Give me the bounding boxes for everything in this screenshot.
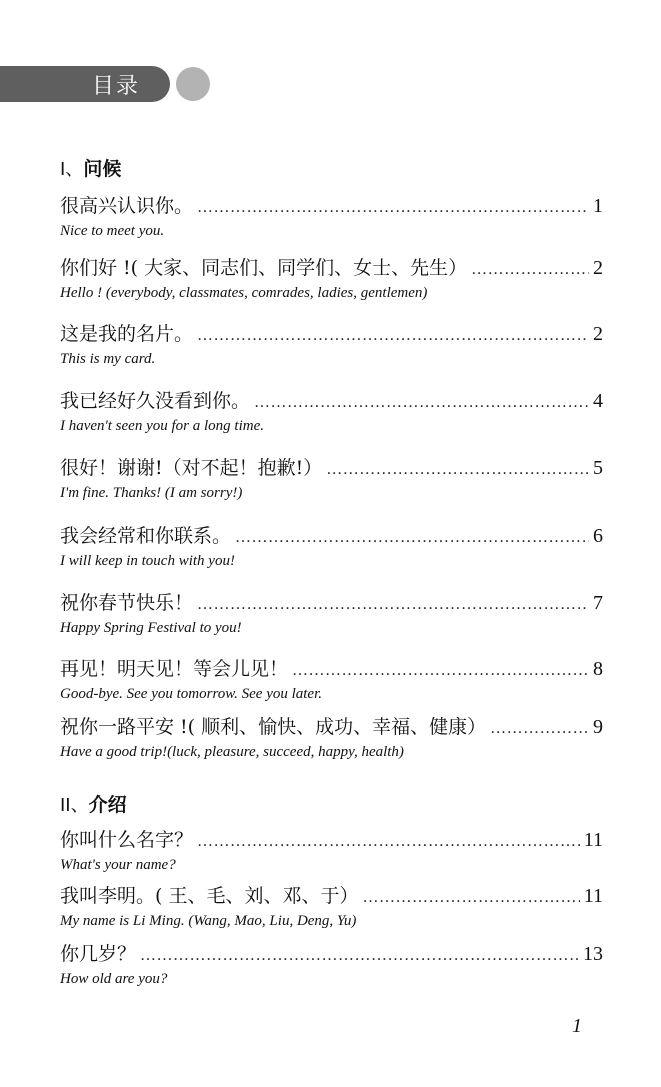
entry-chinese: 我会经常和你联系。 <box>60 525 232 547</box>
toc-entry[interactable] <box>60 828 603 874</box>
entry-chinese: 我叫李明。( 王、毛、刘、邓、于） <box>60 885 359 907</box>
header-dot-decoration <box>176 67 210 101</box>
toc-title: 目录 <box>91 73 140 99</box>
dot-leader <box>197 324 589 348</box>
entry-english: My name is Li Ming. (Wang, Mao, Liu, Deng, Yu) <box>60 913 357 929</box>
section-title: 问候 <box>83 158 122 180</box>
entry-english: Hello ! (everybody, classmates, comrades, ladies, gentlemen) <box>60 285 428 301</box>
toc-entry[interactable] <box>60 256 603 302</box>
entry-chinese: 祝你一路平安 !( 顺利、愉快、成功、幸福、健康） <box>60 716 487 738</box>
toc-entry[interactable] <box>60 884 603 930</box>
entry-english: I'm fine. Thanks! (I am sorry!) <box>60 485 243 501</box>
entry-english: I will keep in touch with you! <box>60 553 235 569</box>
entry-page-number: 6 <box>593 525 603 547</box>
entry-english: Nice to meet you. <box>60 223 165 239</box>
entry-chinese: 你叫什么名字？ <box>60 829 194 851</box>
entry-english: Happy Spring Festival to you! <box>60 620 242 636</box>
dot-leader <box>197 830 580 854</box>
entry-chinese: 这是我的名片。 <box>60 323 194 345</box>
dot-leader <box>197 593 589 617</box>
dot-leader <box>140 944 579 968</box>
page-number: 1 <box>572 1015 582 1037</box>
dot-leader <box>254 391 589 415</box>
dot-leader <box>362 886 579 910</box>
entry-page-number: 13 <box>583 943 603 965</box>
entry-chinese: 你们好 !( 大家、同志们、同学们、女士、先生） <box>60 257 468 279</box>
toc-entry[interactable] <box>60 389 603 435</box>
section-heading-introductions <box>60 790 127 817</box>
dot-leader <box>471 258 589 282</box>
toc-entry[interactable] <box>60 942 603 988</box>
entry-page-number: 1 <box>593 195 603 217</box>
dot-leader <box>292 659 589 683</box>
section-number: II、 <box>60 795 89 816</box>
toc-entry[interactable] <box>60 524 603 570</box>
entry-chinese: 很高兴认识你。 <box>60 195 194 217</box>
toc-entry[interactable] <box>60 194 603 240</box>
entry-english: How old are you? <box>60 971 168 987</box>
entry-page-number: 2 <box>593 323 603 345</box>
entry-english: This is my card. <box>60 351 156 367</box>
entry-english: Have a good trip!(luck, pleasure, succeed, happy, health) <box>60 744 404 760</box>
section-number: I、 <box>60 159 84 180</box>
toc-entry[interactable] <box>60 456 603 502</box>
entry-page-number: 5 <box>593 457 603 479</box>
toc-entry[interactable] <box>60 591 603 637</box>
dot-leader <box>326 458 589 482</box>
entry-page-number: 8 <box>593 658 603 680</box>
dot-leader <box>197 196 589 220</box>
entry-page-number: 4 <box>593 390 603 412</box>
section-title: 介绍 <box>88 794 127 816</box>
dot-leader <box>490 717 589 741</box>
toc-entry[interactable] <box>60 715 603 761</box>
toc-entry[interactable] <box>60 322 603 368</box>
toc-entry[interactable] <box>60 657 603 703</box>
entry-page-number: 2 <box>593 257 603 279</box>
dot-leader <box>235 526 589 550</box>
section-heading-greetings <box>60 154 121 181</box>
entry-chinese: 很好！谢谢!（对不起！抱歉!） <box>60 457 323 479</box>
entry-english: What's your name? <box>60 857 176 873</box>
entry-page-number: 9 <box>593 716 603 738</box>
toc-header-bar <box>0 66 170 102</box>
entry-chinese: 我已经好久没看到你。 <box>60 390 251 412</box>
entry-page-number: 11 <box>583 885 603 907</box>
entry-english: I haven't seen you for a long time. <box>60 418 264 434</box>
entry-page-number: 7 <box>593 592 603 614</box>
entry-chinese: 祝你春节快乐！ <box>60 592 194 614</box>
entry-page-number: 11 <box>583 829 603 851</box>
entry-chinese: 再见！明天见！等会儿见！ <box>60 658 289 680</box>
entry-english: Good-bye. See you tomorrow. See you later. <box>60 686 323 702</box>
entry-chinese: 你几岁？ <box>60 943 137 965</box>
